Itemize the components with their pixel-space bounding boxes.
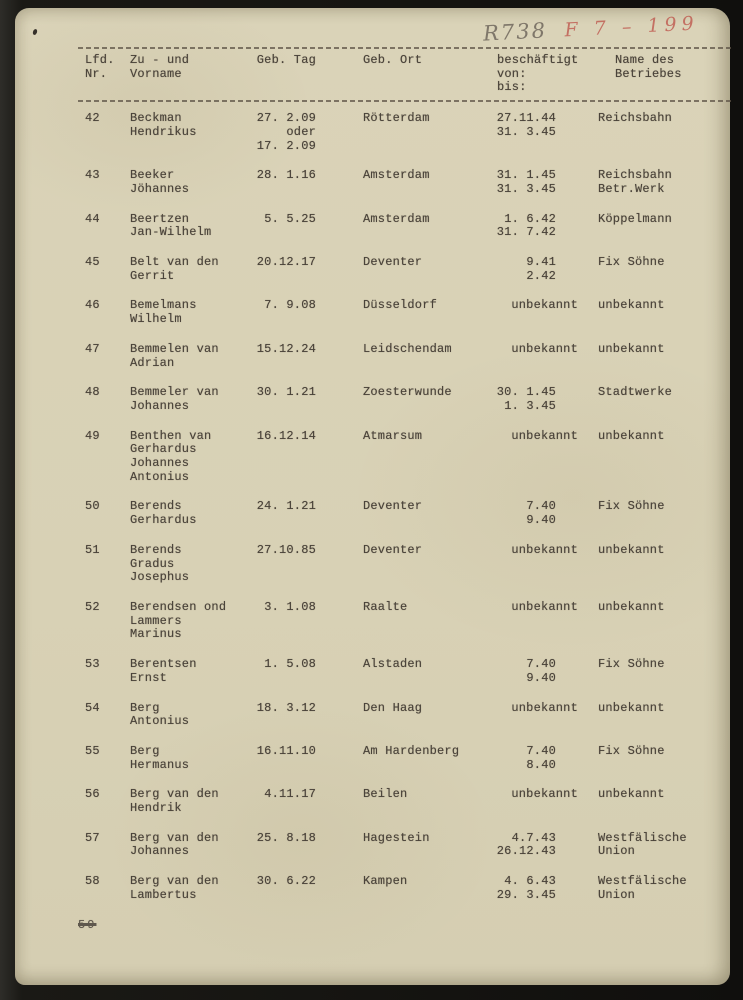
- birth-date-line: oder: [286, 124, 316, 139]
- cell-lfd-nr: [85, 430, 130, 485]
- dashed-rule-top: [78, 47, 733, 49]
- employment-line: 9.40: [526, 670, 556, 685]
- name-line: Berentsen: [130, 657, 197, 672]
- header-column-geb-ort: [363, 54, 480, 95]
- company-line: Fix Söhne: [598, 743, 665, 758]
- employment-line: 1. 3.45: [504, 398, 556, 413]
- name-line: Bemmeler van: [130, 385, 219, 400]
- cell-geb-tag: [240, 256, 316, 283]
- header-line: beschäftigt: [497, 53, 579, 67]
- cell-geb-tag: [240, 500, 316, 527]
- cell-betrieb: [598, 256, 733, 283]
- employment-line: 4. 6.43: [504, 874, 556, 889]
- red-pencil-reference: F 7 – 199: [564, 12, 700, 42]
- employment-line: 30. 1.45: [496, 385, 556, 400]
- company-line: unbekannt: [598, 787, 665, 802]
- table-row: [15, 299, 730, 326]
- cell-geb-tag: [240, 788, 316, 815]
- table-row: [15, 832, 730, 859]
- birth-place: Hagestein: [363, 830, 430, 845]
- cell-name: [130, 658, 240, 685]
- cell-beschaeftigt: [480, 343, 578, 370]
- cell-geb-tag: [240, 213, 316, 240]
- cell-name: [130, 213, 240, 240]
- employment-line: 31. 7.42: [496, 225, 556, 240]
- cell-geb-tag: [240, 430, 316, 485]
- birth-place: Kampen: [363, 874, 408, 889]
- table-row: [15, 702, 730, 729]
- birth-date-line: 16.12.14: [256, 428, 316, 443]
- company-line: unbekannt: [598, 700, 665, 715]
- cell-lfd-nr: [85, 788, 130, 815]
- table-row: [15, 601, 730, 642]
- header-column-lfd-nr: [85, 54, 130, 95]
- header-column-zu-vorname: [130, 54, 240, 95]
- name-line: Gradus: [130, 556, 175, 571]
- cell-beschaeftigt: [480, 658, 578, 685]
- cell-geb-ort: [363, 875, 480, 902]
- cell-betrieb: [598, 601, 733, 642]
- row-number: 57: [85, 830, 100, 845]
- name-line: Hendrik: [130, 801, 182, 816]
- cell-geb-tag: [240, 702, 316, 729]
- cell-betrieb: [598, 544, 733, 585]
- cell-geb-ort: [363, 832, 480, 859]
- employment-line: unbekannt: [511, 428, 578, 443]
- birth-place: Amsterdam: [363, 168, 430, 183]
- header-line: Vorname: [130, 66, 182, 81]
- cell-beschaeftigt: [480, 745, 578, 772]
- table-row: [15, 343, 730, 370]
- birth-place: Leidschendam: [363, 341, 452, 356]
- cell-name: [130, 256, 240, 283]
- birth-date-line: 30. 1.21: [256, 385, 316, 400]
- cell-beschaeftigt: [480, 430, 578, 485]
- cell-geb-tag: [240, 601, 316, 642]
- birth-date-line: 1. 5.08: [264, 657, 316, 672]
- birth-place: Den Haag: [363, 700, 423, 715]
- cell-lfd-nr: [85, 601, 130, 642]
- cell-name: [130, 601, 240, 642]
- table-row: [15, 875, 730, 902]
- table-row: [15, 169, 730, 196]
- header-line: von:: [497, 66, 527, 81]
- row-number: 58: [85, 874, 100, 889]
- name-line: Belt van den: [130, 255, 219, 270]
- table-row: [15, 500, 730, 527]
- employment-line: 7.40: [526, 743, 556, 758]
- row-number: 56: [85, 787, 100, 802]
- name-line: Berendsen ond: [130, 599, 227, 614]
- birth-place: Amsterdam: [363, 211, 430, 226]
- cell-lfd-nr: [85, 169, 130, 196]
- cell-lfd-nr: [85, 112, 130, 153]
- cell-geb-tag: [240, 169, 316, 196]
- cell-lfd-nr: [85, 702, 130, 729]
- cell-name: [130, 788, 240, 815]
- row-number: 51: [85, 542, 100, 557]
- birth-date-line: 27. 2.09: [256, 111, 316, 126]
- cell-geb-tag: [240, 745, 316, 772]
- name-line: Adrian: [130, 355, 175, 370]
- name-line: Beeker: [130, 168, 175, 183]
- cell-beschaeftigt: [480, 256, 578, 283]
- name-line: Berg van den: [130, 874, 219, 889]
- name-line: Berg van den: [130, 830, 219, 845]
- cell-betrieb: [598, 343, 733, 370]
- name-line: Josephus: [130, 570, 190, 585]
- cell-geb-ort: [363, 256, 480, 283]
- header-column-beschaeftigt: [480, 54, 595, 95]
- table-header: [15, 54, 730, 95]
- cell-name: [130, 500, 240, 527]
- employment-line: 31. 3.45: [496, 181, 556, 196]
- cell-betrieb: [598, 788, 733, 815]
- cell-betrieb: [598, 299, 733, 326]
- cell-betrieb: [598, 832, 733, 859]
- table-row: [15, 213, 730, 240]
- cell-name: [130, 702, 240, 729]
- name-line: Bemmelen van: [130, 341, 219, 356]
- row-number: 43: [85, 168, 100, 183]
- row-number: 42: [85, 111, 100, 126]
- company-line: Westfälische: [598, 874, 687, 889]
- birth-date-line: 3. 1.08: [264, 599, 316, 614]
- cell-betrieb: [598, 500, 733, 527]
- birth-place: Deventer: [363, 499, 423, 514]
- name-line: Berends: [130, 499, 182, 514]
- cell-betrieb: [598, 430, 733, 485]
- row-number: 52: [85, 599, 100, 614]
- row-number: 50: [85, 499, 100, 514]
- cell-geb-ort: [363, 430, 480, 485]
- cell-geb-ort: [363, 169, 480, 196]
- cell-betrieb: [598, 702, 733, 729]
- birth-place: Düsseldorf: [363, 298, 438, 313]
- table-row: [15, 386, 730, 413]
- cell-betrieb: [598, 875, 733, 902]
- birth-date-line: 18. 3.12: [256, 700, 316, 715]
- company-line: Köppelmann: [598, 211, 673, 226]
- cell-lfd-nr: [85, 213, 130, 240]
- name-line: Lambertus: [130, 887, 197, 902]
- company-line: unbekannt: [598, 428, 665, 443]
- birth-place: Raalte: [363, 599, 408, 614]
- cell-beschaeftigt: [480, 386, 578, 413]
- cell-lfd-nr: [85, 875, 130, 902]
- birth-place: Rötterdam: [363, 111, 430, 126]
- company-line: Fix Söhne: [598, 499, 665, 514]
- name-line: Beertzen: [130, 211, 190, 226]
- employment-line: unbekannt: [511, 341, 578, 356]
- employment-line: 8.40: [526, 757, 556, 772]
- cell-lfd-nr: [85, 500, 130, 527]
- birth-place: Zoesterwunde: [363, 385, 452, 400]
- company-line: Union: [598, 844, 636, 859]
- cell-lfd-nr: [85, 658, 130, 685]
- cell-beschaeftigt: [480, 169, 578, 196]
- header-column-geb-tag: [240, 54, 316, 95]
- row-number: 45: [85, 255, 100, 270]
- name-line: Berends: [130, 542, 182, 557]
- name-line: Jöhannes: [130, 181, 190, 196]
- company-line: Union: [598, 887, 636, 902]
- cell-geb-tag: [240, 386, 316, 413]
- cell-beschaeftigt: [480, 832, 578, 859]
- cell-beschaeftigt: [480, 112, 578, 153]
- cell-geb-tag: [240, 299, 316, 326]
- employment-line: 26.12.43: [496, 844, 556, 859]
- cell-beschaeftigt: [480, 500, 578, 527]
- employment-line: 27.11.44: [496, 111, 556, 126]
- table-row: [15, 112, 730, 153]
- cell-geb-tag: [240, 875, 316, 902]
- employment-line: 7.40: [526, 499, 556, 514]
- cell-geb-tag: [240, 544, 316, 585]
- cell-geb-tag: [240, 832, 316, 859]
- name-line: Benthen van: [130, 428, 212, 443]
- cell-beschaeftigt: [480, 875, 578, 902]
- employment-line: 1. 6.42: [504, 211, 556, 226]
- name-line: Marinus: [130, 627, 182, 642]
- cell-geb-ort: [363, 213, 480, 240]
- employment-line: 29. 3.45: [496, 887, 556, 902]
- table-row: [15, 788, 730, 815]
- row-number: 47: [85, 341, 100, 356]
- cell-geb-ort: [363, 601, 480, 642]
- cell-beschaeftigt: [480, 299, 578, 326]
- cell-lfd-nr: [85, 343, 130, 370]
- cell-lfd-nr: [85, 544, 130, 585]
- cell-name: [130, 299, 240, 326]
- birth-date-line: 27.10.85: [256, 542, 316, 557]
- cell-name: [130, 343, 240, 370]
- employment-line: 7.40: [526, 657, 556, 672]
- name-line: Berg: [130, 700, 160, 715]
- row-number: 55: [85, 743, 100, 758]
- cell-geb-ort: [363, 112, 480, 153]
- header-column-betrieb: [615, 54, 743, 95]
- cell-geb-ort: [363, 386, 480, 413]
- company-line: unbekannt: [598, 298, 665, 313]
- cell-name: [130, 875, 240, 902]
- row-number: 54: [85, 700, 100, 715]
- company-line: Fix Söhne: [598, 657, 665, 672]
- pencil-number: R738: [482, 18, 548, 46]
- employment-line: unbekannt: [511, 542, 578, 557]
- cell-betrieb: [598, 112, 733, 153]
- birth-place: Alstaden: [363, 657, 423, 672]
- employment-line: unbekannt: [511, 298, 578, 313]
- cell-lfd-nr: [85, 256, 130, 283]
- employment-line: 31. 3.45: [496, 124, 556, 139]
- company-line: unbekannt: [598, 542, 665, 557]
- table-row: [15, 544, 730, 585]
- company-line: Fix Söhne: [598, 255, 665, 270]
- company-line: Stadtwerke: [598, 385, 673, 400]
- birth-date-line: 25. 8.18: [256, 830, 316, 845]
- employment-line: unbekannt: [511, 700, 578, 715]
- employment-line: unbekannt: [511, 787, 578, 802]
- company-line: unbekannt: [598, 341, 665, 356]
- struck-row-number: 59: [78, 917, 97, 932]
- cell-geb-ort: [363, 544, 480, 585]
- name-line: Berg: [130, 743, 160, 758]
- employment-line: 2.42: [526, 268, 556, 283]
- cell-geb-tag: [240, 343, 316, 370]
- row-number: 46: [85, 298, 100, 313]
- table-row: [15, 745, 730, 772]
- name-line: Johannes: [130, 844, 190, 859]
- cell-beschaeftigt: [480, 788, 578, 815]
- employment-line: 31. 1.45: [496, 168, 556, 183]
- row-number: 48: [85, 385, 100, 400]
- cell-geb-ort: [363, 299, 480, 326]
- birth-place: Beilen: [363, 787, 408, 802]
- cell-lfd-nr: [85, 386, 130, 413]
- cell-betrieb: [598, 169, 733, 196]
- birth-date-line: 24. 1.21: [256, 499, 316, 514]
- cell-name: [130, 832, 240, 859]
- name-line: Gerrit: [130, 268, 175, 283]
- cell-betrieb: [598, 386, 733, 413]
- cell-name: [130, 430, 240, 485]
- header-line: Zu - und: [130, 53, 190, 67]
- cell-beschaeftigt: [480, 702, 578, 729]
- name-line: Hendrikus: [130, 124, 197, 139]
- birth-date-line: 16.11.10: [256, 743, 316, 758]
- birth-place: Deventer: [363, 542, 423, 557]
- prisoner-list-table: [15, 8, 730, 932]
- header-line: Lfd.: [85, 53, 115, 67]
- cell-betrieb: [598, 745, 733, 772]
- birth-date-line: 28. 1.16: [256, 168, 316, 183]
- row-number: 44: [85, 211, 100, 226]
- birth-date-line: 20.12.17: [256, 255, 316, 270]
- row-number: 49: [85, 428, 100, 443]
- name-line: Johannes: [130, 398, 190, 413]
- employment-line: unbekannt: [511, 599, 578, 614]
- cell-name: [130, 745, 240, 772]
- birth-date-line: 4.11.17: [264, 787, 316, 802]
- company-line: Reichsbahn: [598, 111, 673, 126]
- name-line: Beckman: [130, 111, 182, 126]
- cell-lfd-nr: [85, 832, 130, 859]
- cell-name: [130, 544, 240, 585]
- table-row: [15, 658, 730, 685]
- cell-betrieb: [598, 213, 733, 240]
- name-line: Antonius: [130, 714, 190, 729]
- cell-geb-ort: [363, 658, 480, 685]
- cell-beschaeftigt: [480, 544, 578, 585]
- cell-lfd-nr: [85, 299, 130, 326]
- table-row: [15, 430, 730, 485]
- company-line: Betr.Werk: [598, 181, 665, 196]
- cell-geb-tag: [240, 658, 316, 685]
- name-line: Hermanus: [130, 757, 190, 772]
- company-line: Reichsbahn: [598, 168, 673, 183]
- name-line: Berg van den: [130, 787, 219, 802]
- cell-geb-tag: [240, 112, 316, 153]
- birth-date-line: 17. 2.09: [256, 138, 316, 153]
- cell-lfd-nr: [85, 745, 130, 772]
- birth-date-line: 5. 5.25: [264, 211, 316, 226]
- company-line: Westfälische: [598, 830, 687, 845]
- cell-geb-ort: [363, 702, 480, 729]
- company-line: unbekannt: [598, 599, 665, 614]
- cell-name: [130, 386, 240, 413]
- name-line: Gerhardus: [130, 442, 197, 457]
- cell-beschaeftigt: [480, 601, 578, 642]
- dashed-rule-header-bottom: [78, 100, 733, 102]
- name-line: Gerhardus: [130, 513, 197, 528]
- name-line: Lammers: [130, 613, 182, 628]
- birth-place: Am Hardenberg: [363, 743, 460, 758]
- header-line: Name des: [615, 53, 675, 67]
- cell-name: [130, 169, 240, 196]
- document-page: [15, 8, 730, 985]
- cell-geb-ort: [363, 500, 480, 527]
- cell-betrieb: [598, 658, 733, 685]
- header-line: bis:: [497, 80, 527, 95]
- name-line: Antonius: [130, 469, 190, 484]
- name-line: Ernst: [130, 670, 168, 685]
- birth-date-line: 30. 6.22: [256, 874, 316, 889]
- employment-line: 4.7.43: [511, 830, 556, 845]
- birth-place: Atmarsum: [363, 428, 423, 443]
- name-line: Jan-Wilhelm: [130, 225, 212, 240]
- row-number: 53: [85, 657, 100, 672]
- name-line: Johannes: [130, 456, 190, 471]
- header-line: Nr.: [85, 66, 108, 81]
- table-row: [15, 256, 730, 283]
- name-line: Bemelmans: [130, 298, 197, 313]
- table-body: [15, 102, 730, 902]
- header-line: Geb. Ort: [363, 53, 423, 67]
- employment-line: 9.40: [526, 513, 556, 528]
- birth-date-line: 15.12.24: [256, 341, 316, 356]
- cell-geb-ort: [363, 343, 480, 370]
- header-line: Geb. Tag: [256, 53, 316, 67]
- cell-beschaeftigt: [480, 213, 578, 240]
- cell-name: [130, 112, 240, 153]
- header-line: Betriebes: [615, 66, 682, 81]
- birth-place: Deventer: [363, 255, 423, 270]
- cell-geb-ort: [363, 788, 480, 815]
- cell-geb-ort: [363, 745, 480, 772]
- name-line: Wilhelm: [130, 312, 182, 327]
- employment-line: 9.41: [526, 255, 556, 270]
- birth-date-line: 7. 9.08: [264, 298, 316, 313]
